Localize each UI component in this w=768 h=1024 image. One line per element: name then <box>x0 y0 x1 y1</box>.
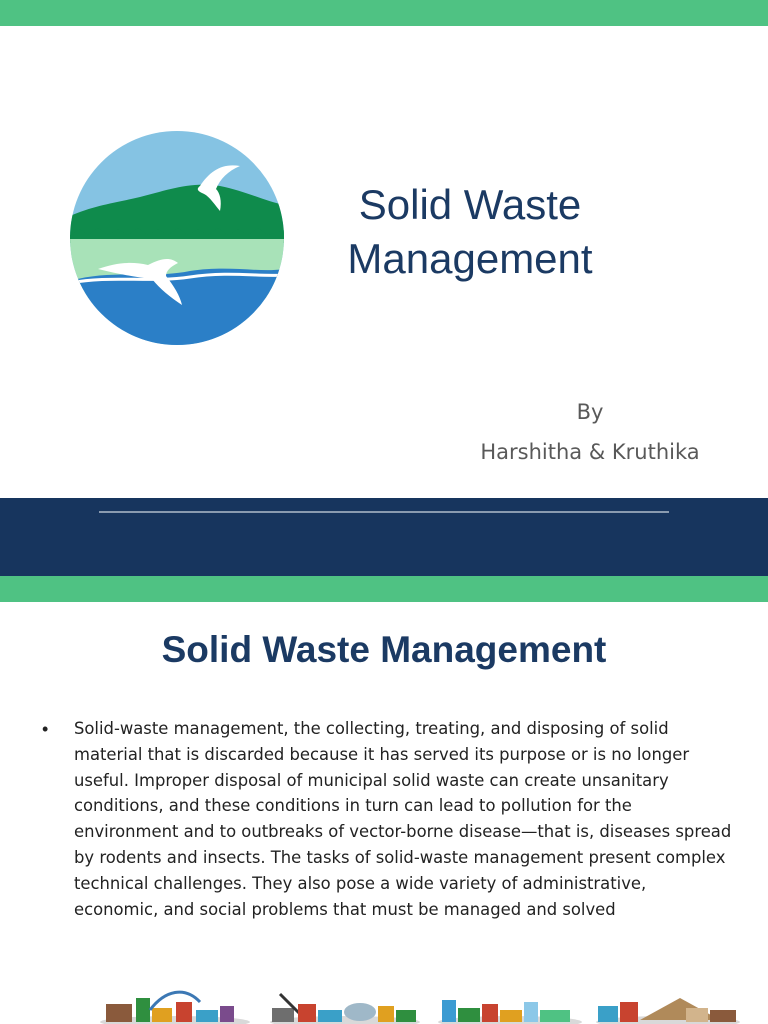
top-accent-bar <box>0 0 768 26</box>
bullet-marker: • <box>42 719 49 739</box>
footer-band <box>0 498 768 576</box>
trash-piles-icon <box>0 980 768 1024</box>
slide-heading: Solid Waste Management <box>161 629 607 670</box>
content-slide <box>0 576 768 1024</box>
top-accent-bar <box>0 576 768 602</box>
author-byline: By Harshitha & Kruthika <box>480 400 700 464</box>
nature-landscape-birds-logo-icon <box>70 131 284 345</box>
divider-line <box>99 511 669 513</box>
presentation-title: Solid Waste Management <box>347 181 593 282</box>
bullet-paragraph: Solid-waste management, the collecting, treating, and disposing of solid material that is discarded because it has served its purpose or is no longer useful. Improper disposal of municipal solid waste can create unsanitary conditions, and these conditions in turn can lead to pollution for the environment and to outbreaks of vector-borne disease—that is, diseases spread by rodents and insects. The tasks of solid-waste management present complex technical challenges. They also pose a wide variety of administrative, economic, and social problems that must be managed and solved <box>74 719 732 919</box>
